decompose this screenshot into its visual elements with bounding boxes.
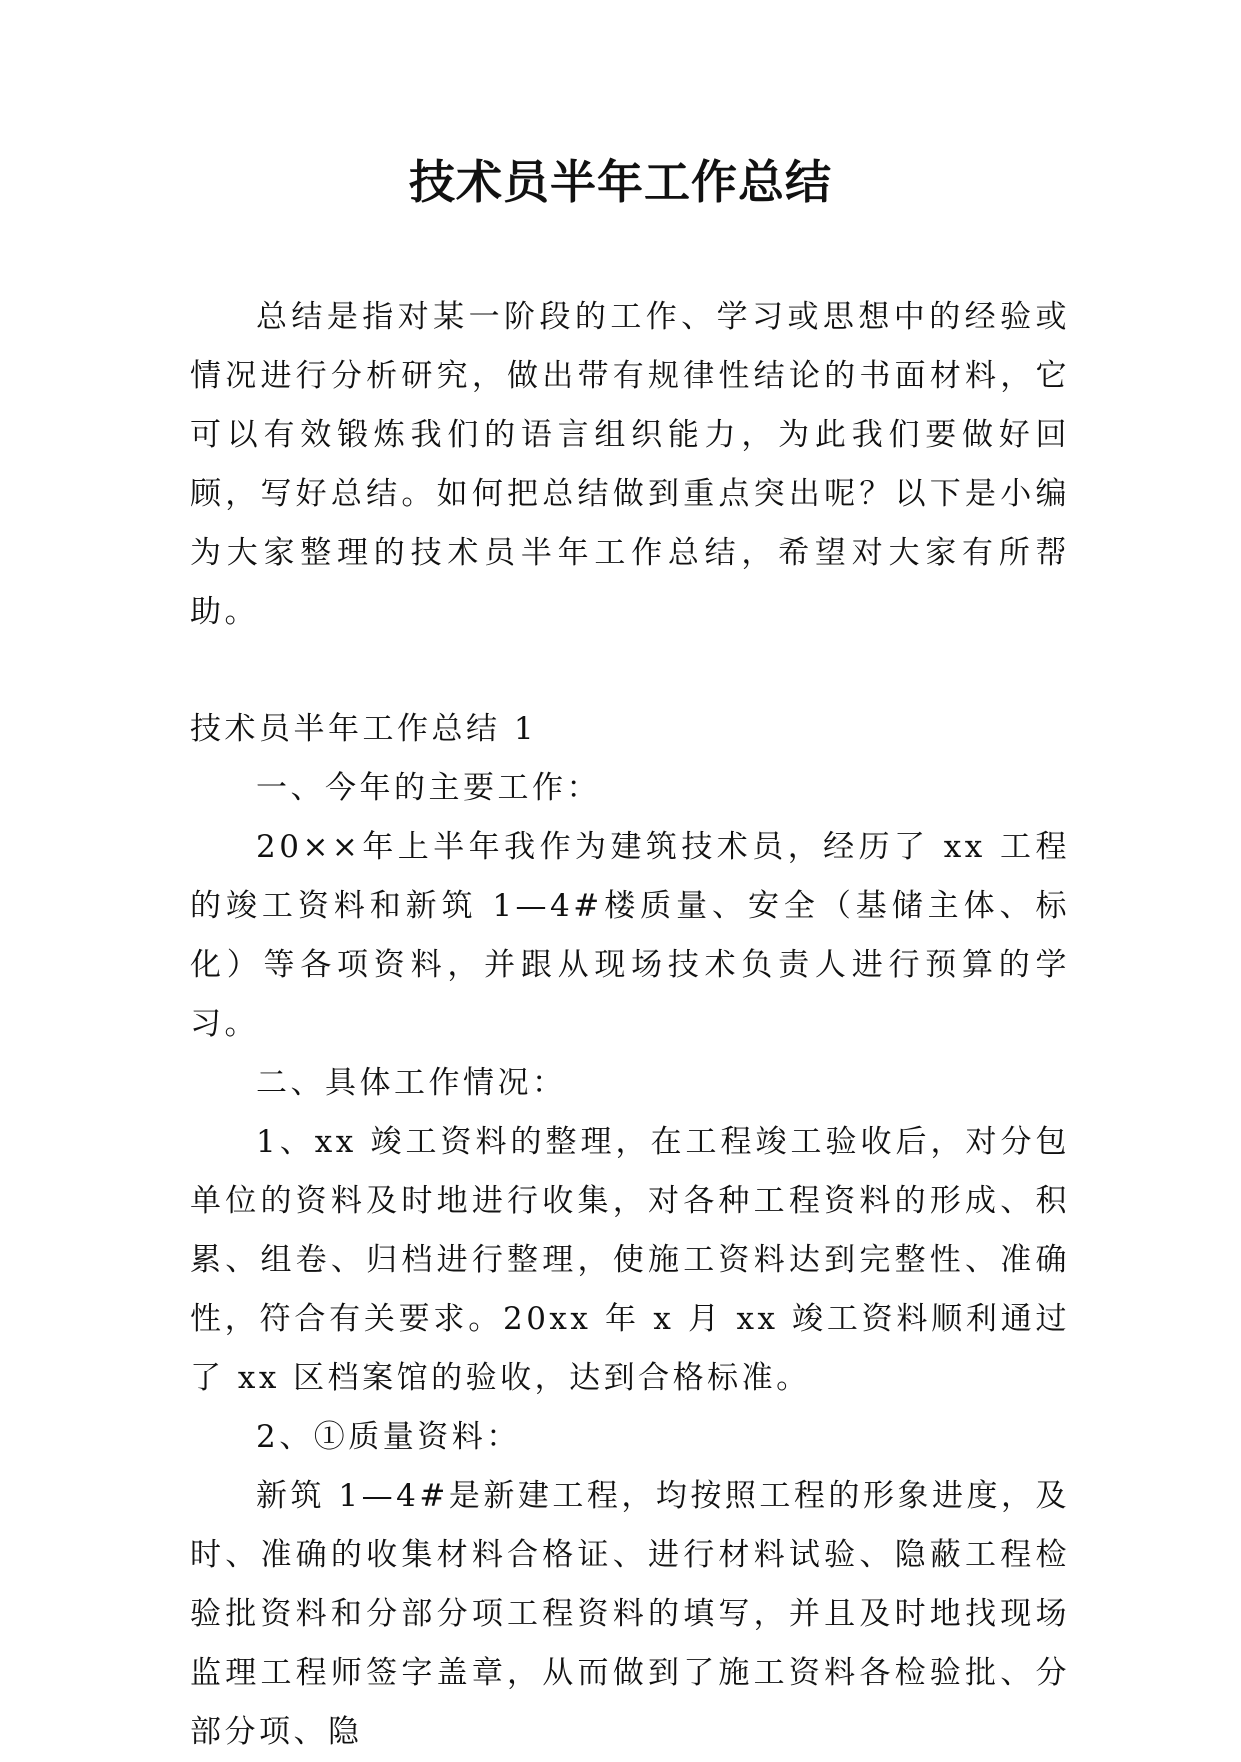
body-paragraph: 1、xx 竣工资料的整理，在工程竣工验收后，对分包单位的资料及时地进行收集，对各种工程资料的形成、积累、组卷、归档进行整理，使施工资料达到完整性、准确性，符合有关要求。20xx 年 x 月 xx 竣工资料顺利通过了 xx 区档案馆的验收，达到合格标准。 bbox=[190, 1124, 1070, 1396]
body-paragraph: 新筑 1—4#是新建工程，均按照工程的形象进度，及时、准确的收集材料合格证、进行材料试验、隐蔽工程检验批资料和分部分项工程资料的填写，并且及时地找现场监理工程师签字盖章，从而做到了施工资料各检验批、分部分项、隐 bbox=[190, 1478, 1070, 1750]
body-paragraph: 20××年上半年我作为建筑技术员，经历了 xx 工程的竣工资料和新筑 1—4#楼质量、安全（基储主体、标化）等各项资料，并跟从现场技术负责人进行预算的学习。 bbox=[190, 829, 1070, 1042]
body-paragraph: 2、①质量资料： bbox=[256, 1419, 521, 1455]
document-title: 技术员半年工作总结 bbox=[409, 155, 832, 209]
intro-paragraph: 总结是指对某一阶段的工作、学习或思想中的经验或情况进行分析研究，做出带有规律性结论的书面材料，它可以有效锻炼我们的语言组织能力，为此我们要做好回顾，写好总结。如何把总结做到重点突出呢？以下是小编为大家整理的技术员半年工作总结，希望对大家有所帮助。 bbox=[190, 299, 1070, 630]
body-paragraph: 一、今年的主要工作： bbox=[256, 770, 601, 806]
body-paragraph: 二、具体工作情况： bbox=[256, 1065, 567, 1101]
section-heading: 技术员半年工作总结 1 bbox=[190, 711, 538, 747]
document-body bbox=[190, 288, 1070, 1762]
